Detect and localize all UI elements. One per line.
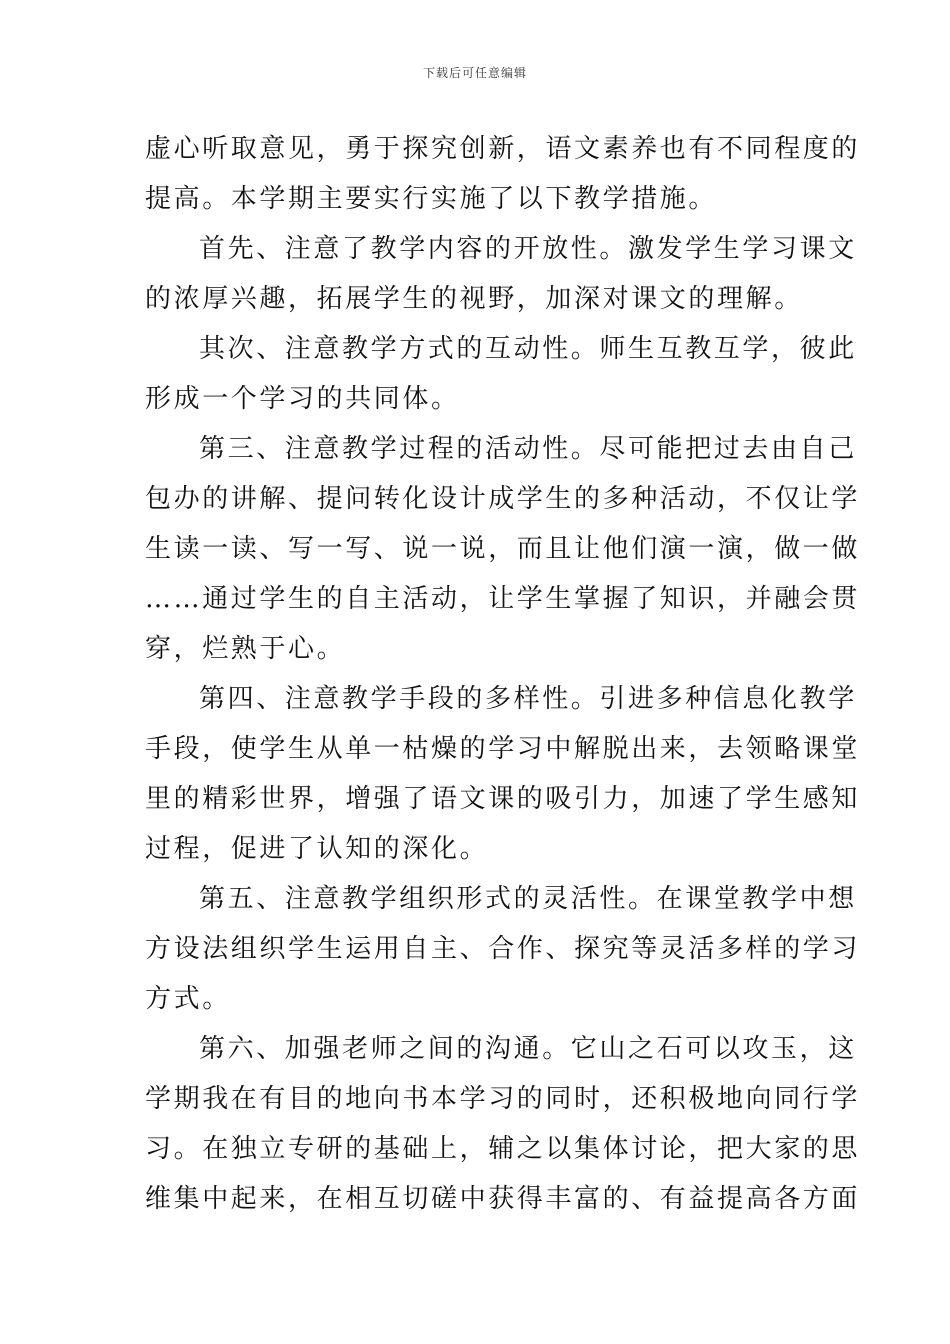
text-line: 穿，烂熟于心。 bbox=[145, 634, 346, 664]
paragraph-first-line: 其次、注意教学方式的互动性。师生互教互学，彼此 bbox=[199, 334, 857, 364]
text-line: 学期我在有目的地向书本学习的同时，还积极地向同行学 bbox=[145, 1084, 861, 1114]
text-line: 生读一读、写一写、说一说，而且让他们演一演，做一做 bbox=[145, 534, 861, 564]
text-line: 方设法组织学生运用自主、合作、探究等灵活多样的学习 bbox=[145, 934, 861, 964]
paragraph-first-line: 首先、注意了教学内容的开放性。激发学生学习课文 bbox=[199, 234, 857, 264]
text-line: 的浓厚兴趣，拓展学生的视野，加深对课文的理解。 bbox=[145, 284, 803, 314]
paragraph-first-line: 第四、注意教学手段的多样性。引进多种信息化教学 bbox=[199, 684, 857, 714]
paragraph-first-line: 第六、加强老师之间的沟通。它山之石可以攻玉，这 bbox=[199, 1034, 857, 1064]
text-line: 手段，使学生从单一枯燥的学习中解脱出来，去领略课堂 bbox=[145, 734, 861, 764]
text-line: 习。在独立专研的基础上，辅之以集体讨论，把大家的思 bbox=[145, 1134, 861, 1164]
text-line: 包办的讲解、提问转化设计成学生的多种活动，不仅让学 bbox=[145, 484, 861, 514]
text-line: 提高。本学期主要实行实施了以下教学措施。 bbox=[145, 184, 718, 214]
text-line: 里的精彩世界，增强了语文课的吸引力，加速了学生感知 bbox=[145, 784, 861, 814]
text-line: 虚心听取意见，勇于探究创新，语文素养也有不同程度的 bbox=[145, 134, 861, 164]
text-line: 过程，促进了认知的深化。 bbox=[145, 834, 489, 864]
text-line: 形成一个学习的共同体。 bbox=[145, 384, 460, 414]
text-line: 维集中起来，在相互切磋中获得丰富的、有益提高各方面 bbox=[145, 1184, 861, 1214]
text-line: ……通过学生的自主活动，让学生掌握了知识，并融会贯 bbox=[145, 584, 861, 614]
paragraph-first-line: 第五、注意教学组织形式的灵活性。在课堂教学中想 bbox=[199, 884, 857, 914]
paragraph-first-line: 第三、注意教学过程的活动性。尽可能把过去由自己 bbox=[199, 434, 857, 464]
text-line: 方式。 bbox=[145, 984, 231, 1014]
page-header-note: 下载后可任意编辑 bbox=[422, 66, 527, 80]
document-body bbox=[145, 124, 861, 1224]
